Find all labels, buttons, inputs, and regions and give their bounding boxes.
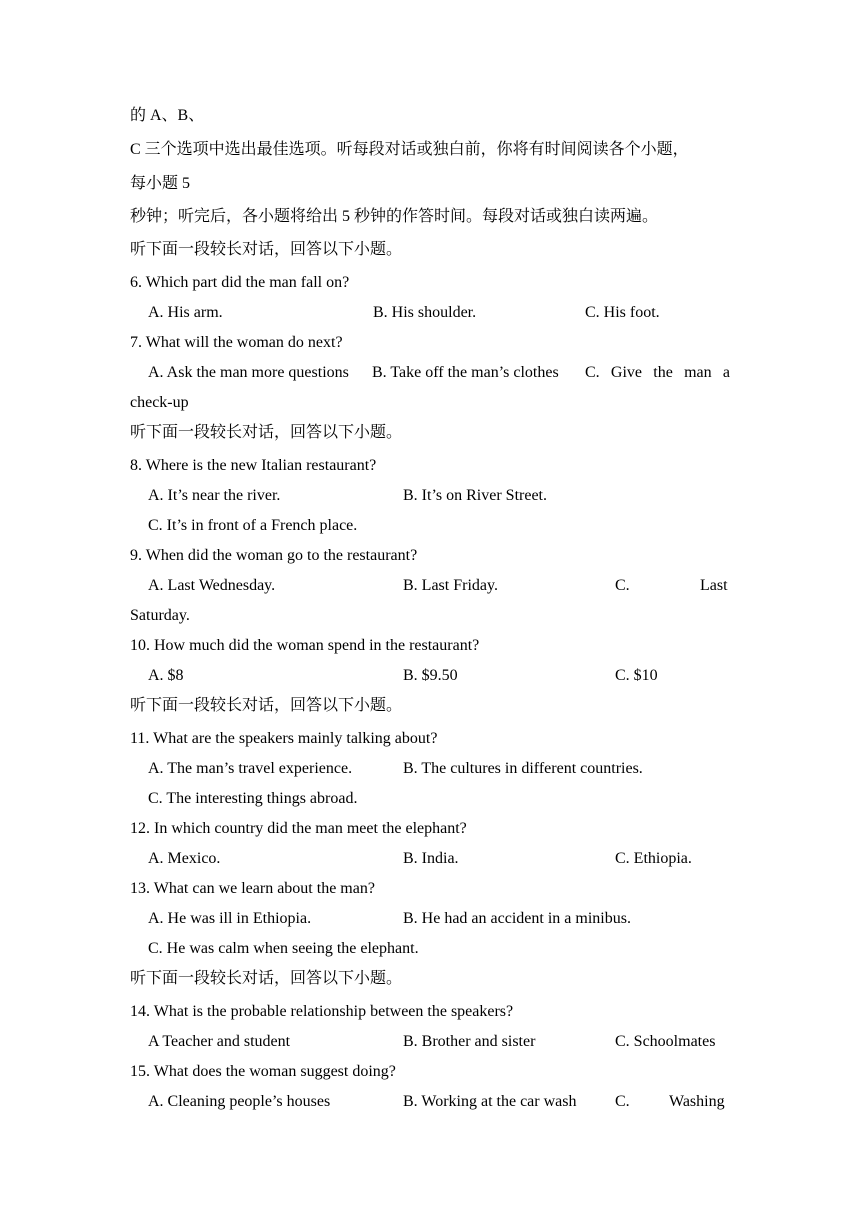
q15-option-c-letter: C. — [615, 1093, 630, 1110]
question-12: 12. In which country did the man meet the elephant? — [130, 820, 467, 837]
q15-option-a: A. Cleaning people’s houses — [148, 1093, 331, 1110]
q7-option-c-continued: check-up — [130, 394, 189, 411]
q9-option-c-letter: C. — [615, 577, 630, 594]
q12-option-b: B. India. — [403, 850, 459, 867]
section-prompt: 听下面一段较长对话，回答以下小题。 — [130, 424, 403, 441]
instructions-line-1: 的 A、B、 — [130, 107, 205, 124]
question-15: 15. What does the woman suggest doing? — [130, 1063, 396, 1080]
instructions-line-4: 秒钟；听完后，各小题将给出 5 秒钟的作答时间。每段对话或独白读两遍。 — [130, 208, 659, 225]
q12-option-c: C. Ethiopia. — [615, 850, 692, 867]
question-10: 10. How much did the woman spend in the restaurant? — [130, 637, 480, 654]
q6-option-b: B. His shoulder. — [373, 304, 477, 321]
q9-option-a: A. Last Wednesday. — [148, 577, 276, 594]
q9-option-c-word: Last — [700, 577, 728, 594]
q6-option-c: C. His foot. — [585, 304, 660, 321]
q10-option-a: A. $8 — [148, 667, 184, 684]
q8-option-b: B. It’s on River Street. — [403, 487, 547, 504]
section-prompt: 听下面一段较长对话，回答以下小题。 — [130, 697, 403, 714]
q7-option-b: B. Take off the man’s clothes — [372, 364, 559, 381]
q11-option-c: C. The interesting things abroad. — [148, 790, 358, 807]
instructions-line-2: C 三个选项中选出最佳选项。听每段对话或独白前，你将有时间阅读各个小题， — [130, 141, 689, 158]
q10-option-b: B. $9.50 — [403, 667, 458, 684]
q9-option-c-continued: Saturday. — [130, 607, 190, 624]
q8-option-a: A. It’s near the river. — [148, 487, 281, 504]
q15-option-c-word: Washing — [669, 1093, 725, 1110]
q12-option-a: A. Mexico. — [148, 850, 221, 867]
question-9: 9. When did the woman go to the restaurant? — [130, 547, 418, 564]
q7-option-a: A. Ask the man more questions — [148, 364, 349, 381]
q14-option-c: C. Schoolmates — [615, 1033, 716, 1050]
instructions-line-3: 每小题 5 — [130, 175, 191, 192]
question-14: 14. What is the probable relationship between the speakers? — [130, 1003, 514, 1020]
q13-option-a: A. He was ill in Ethiopia. — [148, 910, 312, 927]
question-7: 7. What will the woman do next? — [130, 334, 343, 351]
q14-option-a: A Teacher and student — [148, 1033, 291, 1050]
q9-option-b: B. Last Friday. — [403, 577, 498, 594]
q14-option-b: B. Brother and sister — [403, 1033, 536, 1050]
q6-option-a: A. His arm. — [148, 304, 223, 321]
q7-option-c: C. Give the man a — [585, 364, 730, 381]
q10-option-c: C. $10 — [615, 667, 658, 684]
question-6: 6. Which part did the man fall on? — [130, 274, 350, 291]
q13-option-b: B. He had an accident in a minibus. — [403, 910, 631, 927]
question-11: 11. What are the speakers mainly talking about? — [130, 730, 438, 747]
question-13: 13. What can we learn about the man? — [130, 880, 375, 897]
section-prompt: 听下面一段较长对话，回答以下小题。 — [130, 241, 403, 258]
q11-option-b: B. The cultures in different countries. — [403, 760, 643, 777]
q8-option-c: C. It’s in front of a French place. — [148, 517, 358, 534]
section-prompt: 听下面一段较长对话，回答以下小题。 — [130, 970, 403, 987]
q11-option-a: A. The man’s travel experience. — [148, 760, 353, 777]
q15-option-b: B. Working at the car wash — [403, 1093, 577, 1110]
question-8: 8. Where is the new Italian restaurant? — [130, 457, 377, 474]
q13-option-c: C. He was calm when seeing the elephant. — [148, 940, 419, 957]
